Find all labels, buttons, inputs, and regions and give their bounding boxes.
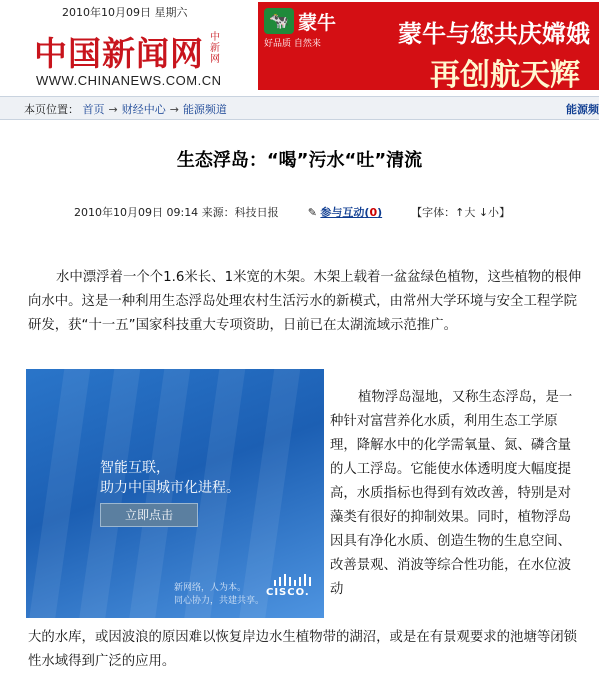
breadcrumb-label: 本页位置： <box>24 103 79 116</box>
comment-icon: ✎ <box>307 206 317 219</box>
article-datetime: 2010年10月09日 09:14 <box>74 206 199 219</box>
header-date: 2010年10月09日 星期六 <box>62 6 188 19</box>
arrow-right-icon: → <box>108 103 118 116</box>
article-paragraph-2: 植物浮岛湿地，又称生态浮岛，是一种针对富营养化水质，利用生态工学原理，降解水中的化学需氧量、氮、磷含量的人工浮岛。它能使水体透明度大幅度提高，水质指标也得到有效改善，特别是对藻类有很好的抑制效果。同时，植物浮岛因具有净化水质、创造生物的生息空间、改善景观、消波等综合性功能，在水位波动 <box>330 390 573 597</box>
ad-headline-2: 助力中国城市化进程。 <box>100 480 240 496</box>
energy-channel-link[interactable]: 能源频 <box>566 103 599 116</box>
font-label: 【字体： <box>411 206 456 219</box>
breadcrumb-finance[interactable]: 财经中心 <box>121 103 166 116</box>
ad-slogan-1: 新网络，人为本。 <box>174 583 247 593</box>
article-source: 来源：科技日报 <box>201 206 279 219</box>
breadcrumb-home[interactable]: 首页 <box>82 103 105 116</box>
font-small-button[interactable]: ↓小 <box>478 206 500 219</box>
cow-icon: 🐄 <box>264 8 294 34</box>
breadcrumb-energy[interactable]: 能源频道 <box>182 103 227 116</box>
cisco-ad[interactable] <box>26 369 324 618</box>
cisco-bars-icon <box>272 574 316 586</box>
banner-tagline: 好品质 自然来 <box>264 39 321 49</box>
article-meta: 2010年10月09日 09:14 来源：科技日报 ✎ 参与互动(0) 【字体：↑大 ↓小】 <box>74 206 511 219</box>
interact-label: 参与互动 <box>320 206 365 219</box>
font-big-button[interactable]: ↑大 <box>455 206 476 219</box>
interact-link[interactable]: 参与互动(0) <box>320 206 383 219</box>
banner-headline-1: 蒙牛与您共庆嫦娥 <box>398 20 590 48</box>
arrow-right-icon: → <box>169 103 179 116</box>
site-logo-side: 中新网 <box>210 32 220 65</box>
breadcrumb <box>0 96 599 120</box>
banner-ad[interactable] <box>258 2 599 90</box>
article-title: 生态浮岛：“喝”污水“吐”清流 <box>176 150 423 171</box>
banner-headline-2: 再创航天辉 <box>430 58 580 90</box>
site-logo[interactable]: 中国新闻网 <box>34 34 204 73</box>
cisco-logo: CISCO. <box>266 587 310 598</box>
interact-count: 0 <box>369 206 378 219</box>
ad-slogan-2: 同心协力，共建共享。 <box>174 596 265 606</box>
banner-brand: 蒙牛 <box>298 12 337 34</box>
ad-click-button[interactable]: 立即点击 <box>100 503 198 527</box>
article-paragraph-3: 大的水库，或因波浪的原因难以恢复岸边水生植物带的湖沼，或是在有景观要求的池塘等闭锁性水域得到广泛的应用。 <box>28 630 578 669</box>
article-paragraph-1: 水中漂浮着一个个1.6米长、1米宽的木架。木架上载着一盆盆绿色植物，这些植物的根伸向水中。这是一种利用生态浮岛处理农村生活污水的新模式，由常州大学环境与安全工程学院研发，获“十一五”国家科技重大专项资助，日前已在太湖流域示范推广。 <box>28 270 582 333</box>
site-url: WWW.CHINANEWS.COM.CN <box>36 73 222 88</box>
ad-headline-1: 智能互联， <box>100 460 170 476</box>
